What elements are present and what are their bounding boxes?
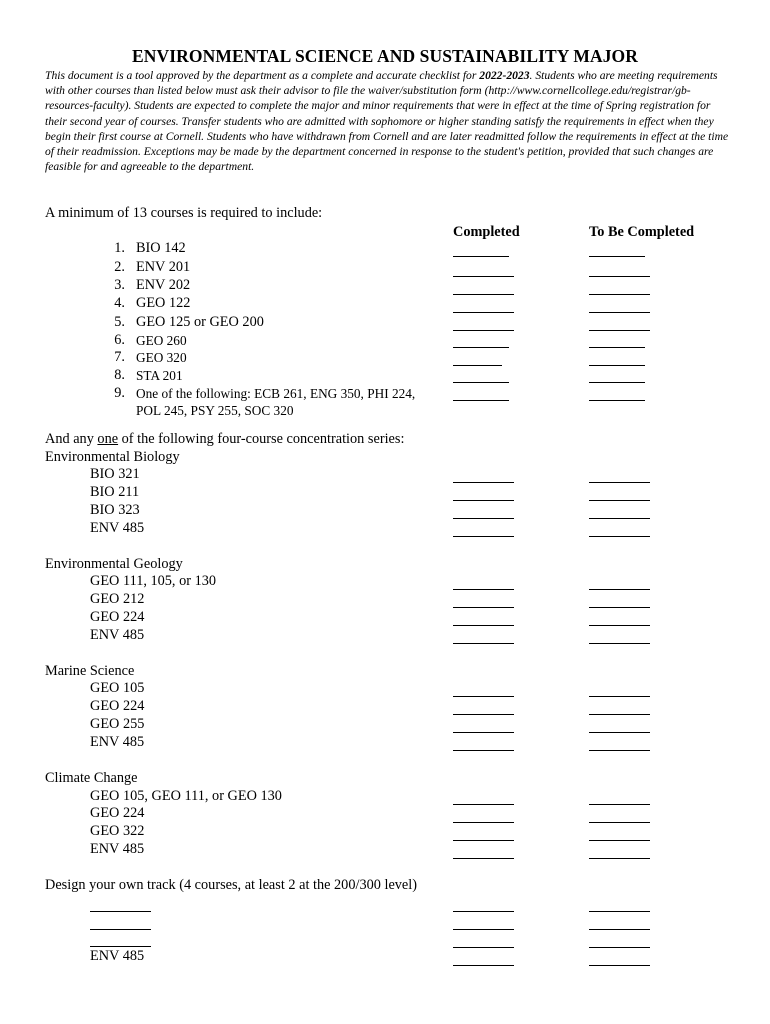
to-be-completed-blank[interactable] [589,965,650,966]
completed-blank[interactable] [453,696,514,697]
concentration-heading: Environmental Biology [45,449,180,465]
concentration-course: GEO 105, GEO 111, or GEO 130 [90,788,282,804]
concentration-course: GEO 111, 105, or 130 [90,573,217,589]
to-be-completed-blank[interactable] [589,536,650,537]
design-track-last-course: ENV 485 [90,948,145,964]
completed-blank[interactable] [453,330,514,331]
required-course: One of the following: ECB 261, ENG 350, PHI 224, [136,386,416,401]
concentration-course: BIO 323 [90,502,140,518]
list-number: 1. [114,240,125,256]
completed-blank[interactable] [453,965,514,966]
completed-blank[interactable] [453,929,514,930]
design-course-blank[interactable] [90,911,151,912]
list-number: 2. [114,259,125,275]
to-be-completed-blank[interactable] [589,858,650,859]
design-course-blank[interactable] [90,946,151,947]
completed-blank[interactable] [453,276,514,277]
concentration-intro-emphasis: one [97,431,119,447]
concentration-course: GEO 322 [90,823,145,839]
to-be-completed-blank[interactable] [589,482,650,483]
concentration-heading: Climate Change [45,770,138,786]
to-be-completed-blank[interactable] [589,804,650,805]
concentration-intro-before: And any [45,431,98,447]
to-be-completed-blank[interactable] [589,382,645,383]
completed-blank[interactable] [453,643,514,644]
design-track-heading: Design your own track (4 courses, at least 2 at the 200/300 level) [45,877,418,893]
completed-blank[interactable] [453,750,514,751]
required-course: STA 201 [136,368,183,383]
concentration-course: ENV 485 [90,841,145,857]
minimum-courses-text: A minimum of 13 courses is required to include: [45,205,323,221]
concentration-course: ENV 485 [90,520,145,536]
concentration-heading: Marine Science [45,663,135,679]
completed-column-header: Completed [453,224,520,240]
to-be-completed-blank[interactable] [589,276,650,277]
concentration-intro-after: of the following four-course concentration series: [118,431,405,447]
completed-blank[interactable] [453,312,514,313]
completed-blank[interactable] [453,589,514,590]
completed-blank[interactable] [453,911,514,912]
list-number: 7. [114,349,125,365]
to-be-completed-blank[interactable] [589,500,650,501]
required-course: GEO 260 [136,333,187,348]
completed-blank[interactable] [453,382,509,383]
completed-blank[interactable] [453,347,509,348]
list-number: 9. [114,385,125,401]
concentration-course: GEO 224 [90,698,145,714]
to-be-completed-blank[interactable] [589,696,650,697]
completed-blank[interactable] [453,840,514,841]
to-be-completed-blank[interactable] [589,347,645,348]
intro-part1: This document is a tool approved by the department as a complete and accurate checklist for [45,69,480,82]
intro-paragraph [45,68,730,174]
completed-blank[interactable] [453,822,514,823]
required-course: ENV 201 [136,259,191,275]
list-number: 4. [114,295,125,311]
required-course: ENV 202 [136,277,191,293]
completed-blank[interactable] [453,400,509,401]
completed-blank[interactable] [453,518,514,519]
required-course-continuation: POL 245, PSY 255, SOC 320 [136,403,294,418]
concentration-course: GEO 224 [90,805,145,821]
to-be-completed-blank[interactable] [589,822,650,823]
to-be-completed-blank[interactable] [589,607,650,608]
completed-blank[interactable] [453,947,514,948]
completed-blank[interactable] [453,714,514,715]
to-be-completed-blank[interactable] [589,929,650,930]
to-be-completed-blank[interactable] [589,732,650,733]
concentration-course: ENV 485 [90,734,145,750]
concentration-intro [45,431,404,448]
to-be-completed-blank[interactable] [589,294,650,295]
required-course: BIO 142 [136,240,186,256]
concentration-heading: Environmental Geology [45,556,183,572]
completed-blank[interactable] [453,536,514,537]
design-course-blank[interactable] [90,929,151,930]
concentration-course: ENV 485 [90,627,145,643]
to-be-completed-blank[interactable] [589,750,650,751]
completed-blank[interactable] [453,804,514,805]
concentration-course: GEO 255 [90,716,145,732]
completed-blank[interactable] [453,365,502,366]
concentration-course: GEO 212 [90,591,145,607]
to-be-completed-blank[interactable] [589,330,650,331]
concentration-course: BIO 211 [90,484,140,500]
to-be-completed-blank[interactable] [589,911,650,912]
list-number: 6. [114,332,125,348]
list-number: 5. [114,314,125,330]
completed-blank[interactable] [453,294,514,295]
intro-part2: . Students who are meeting requirements with other courses than listed below must ask their advisor to file the waiver/substitution form (http://www.cornellcollege.edu/registrar/gb-resources-faculty). Students are expected to complete the major and minor requirements that were in effect at the time of Spring registration for their second year of courses. Transfer students who are admitted with sophomore or higher standing satisfy the requirements in effect when they begin their first course at Cornell. Students who have withdrawn from Cornell and are later readmitted follow the requirements in effect at the time of their readmission. Exceptions may be made by the department concerned in response to the student's petition, provided that such changes are feasible for and agreeable to the department. [45,69,729,174]
to-be-completed-blank[interactable] [589,589,650,590]
completed-blank[interactable] [453,858,514,859]
concentration-course: GEO 105 [90,680,145,696]
page-title: ENVIRONMENTAL SCIENCE AND SUSTAINABILITY MAJOR [131,46,639,66]
concentration-course: BIO 321 [90,466,140,482]
to-be-completed-blank[interactable] [589,256,645,257]
to-be-completed-blank[interactable] [589,518,650,519]
completed-blank[interactable] [453,256,509,257]
concentration-course: GEO 224 [90,609,145,625]
to-be-completed-blank[interactable] [589,365,645,366]
completed-blank[interactable] [453,500,514,501]
to-be-completed-blank[interactable] [589,714,650,715]
to-be-completed-column-header: To Be Completed [589,224,695,240]
completed-blank[interactable] [453,482,514,483]
completed-blank[interactable] [453,732,514,733]
completed-blank[interactable] [453,607,514,608]
to-be-completed-blank[interactable] [589,643,650,644]
list-number: 3. [114,277,125,293]
academic-year: 2022-2023 [479,69,530,82]
to-be-completed-blank[interactable] [589,625,650,626]
required-course: GEO 320 [136,350,187,365]
to-be-completed-blank[interactable] [589,947,650,948]
required-course: GEO 122 [136,295,191,311]
list-number: 8. [114,367,125,383]
completed-blank[interactable] [453,625,514,626]
required-course: GEO 125 or GEO 200 [136,314,264,330]
to-be-completed-blank[interactable] [589,400,645,401]
to-be-completed-blank[interactable] [589,312,650,313]
to-be-completed-blank[interactable] [589,840,650,841]
